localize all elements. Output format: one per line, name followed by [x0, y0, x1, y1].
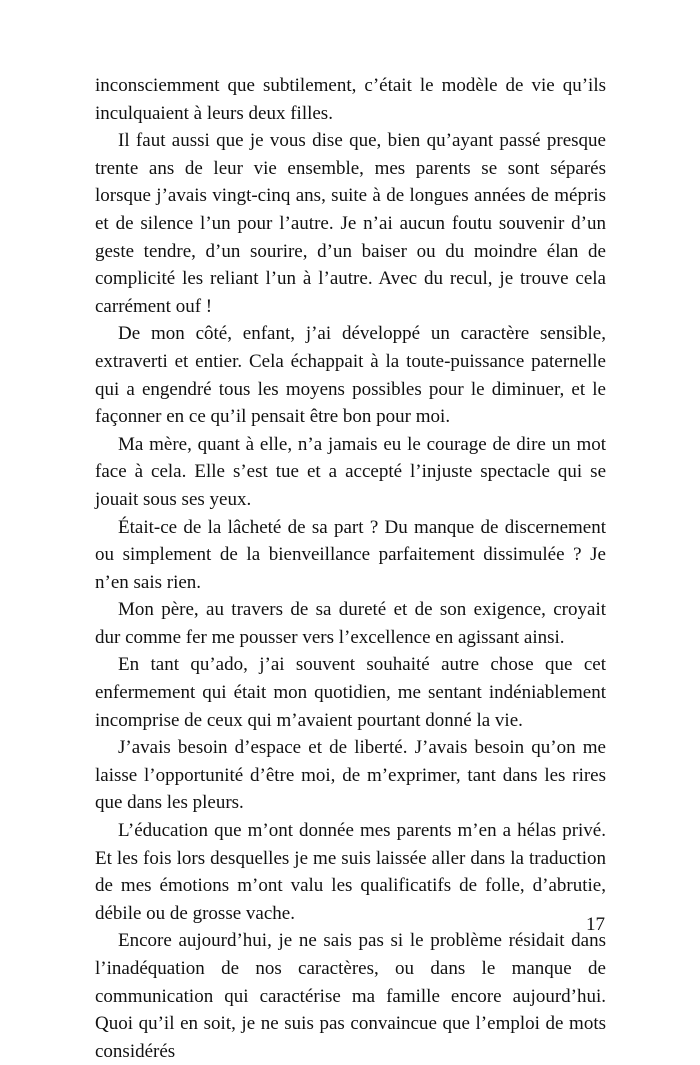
paragraph-5: Était-ce de la lâcheté de sa part ? Du manque de discernement ou simplement de la bienveillance parfaitement dissimulée ? Je n’en sais rien. [95, 516, 606, 593]
paragraph-6: Mon père, au travers de sa dureté et de son exigence, croyait dur comme fer me pousser vers l’excellence en agissant ainsi. [95, 599, 606, 648]
paragraph-3: De mon côté, enfant, j’ai développé un caractère sensible, extraverti et entier. Cela échappait à la toute-puissance paternelle qui a engendré tous les moyens possibles pour le diminuer, et le façonner en ce qu’il pensait être bon pour moi. [95, 323, 606, 428]
paragraph-7: En tant qu’ado, j’ai souvent souhaité autre chose que cet enfermement qui était mon quotidien, me sentant indéniablement incomprise de ceux qui m’avaient pourtant donné la vie. [95, 654, 606, 731]
paragraph-10: Encore aujourd’hui, je ne sais pas si le problème résidait dans l’inadéquation de nos caractères, ou dans le manque de communication qui caractérise ma famille encore aujourd’hui. Quoi qu’il en soit, je ne suis pas convaincue que l’emploi de mots considérés [95, 930, 606, 1062]
paragraph-1: inconsciemment que subtilement, c’était le modèle de vie qu’ils inculquaient à leurs deux filles. [95, 75, 606, 124]
paragraph-4: Ma mère, quant à elle, n’a jamais eu le courage de dire un mot face à cela. Elle s’est tue et a accepté l’injuste spectacle qui se jouait sous ses yeux. [95, 433, 606, 510]
paragraph-2: Il faut aussi que je vous dise que, bien qu’ayant passé presque trente ans de leur vie ensemble, mes parents se sont séparés lorsque j’avais vingt-cinq ans, suite à de longues années de mépris et de silence l’un pour l’autre. Je n’ai aucun foutu souvenir d’un geste tendre, d’un sourire, d’un baiser ou du moindre élan de complicité les reliant l’un à l’autre. Avec du recul, je trouve cela carrément ouf ! [95, 130, 606, 317]
paragraph-9: L’éducation que m’ont donnée mes parents m’en a hélas privé. Et les fois lors desquelles je me suis laissée aller dans la traduction de mes émotions m’ont valu les qualificatifs de folle, d’abrutie, débile ou de grosse vache. [95, 820, 606, 924]
paragraph-8: J’avais besoin d’espace et de liberté. J’avais besoin qu’on me laisse l’opportunité d’être moi, de m’exprimer, tant dans les rires que dans les pleurs. [95, 737, 606, 814]
body-text [95, 72, 606, 1065]
page-number: 17 [586, 914, 605, 935]
